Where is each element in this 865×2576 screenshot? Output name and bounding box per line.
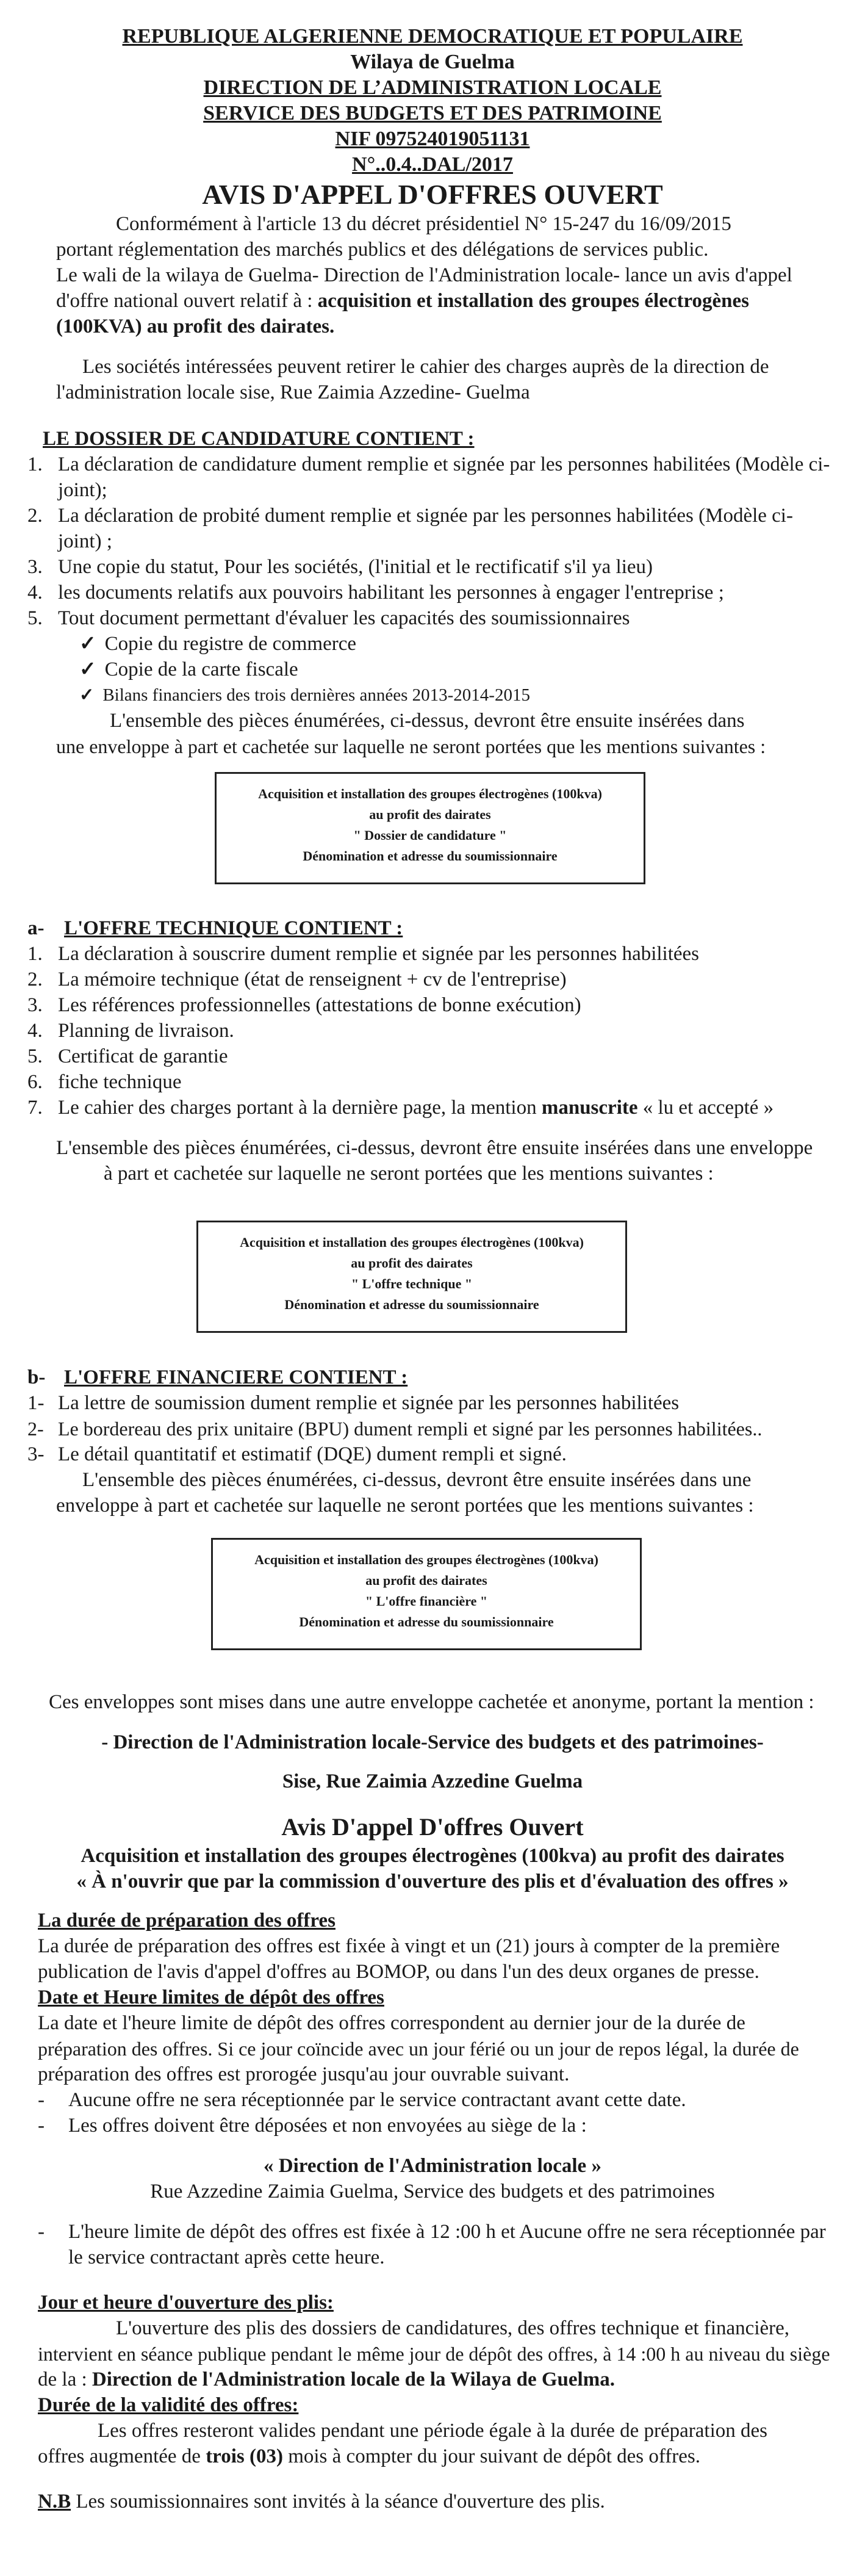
technique-envelope-box: Acquisition et installation des groupes électrogènes (100kva) au profit des dairates " L'offre technique " Dénomination et adresse du soumissionnaire xyxy=(196,1221,627,1333)
technique-para-1: L'ensemble des pièces énumérées, ci-dessus, devront être ensuite insérées dans une enveloppe xyxy=(56,1137,813,1159)
financiere-para-2: enveloppe à part et cachetée sur laquelle ne seront portées que les mentions suivantes : xyxy=(56,1495,754,1517)
notice-title: AVIS D'APPEL D'OFFRES OUVERT xyxy=(202,179,663,210)
validite-title: Durée de la validité des offres: xyxy=(38,2394,299,2416)
wilaya-title: Wilaya de Guelma xyxy=(350,51,515,73)
intro-line-5: (100KVA) au profit des dairates. xyxy=(56,316,335,337)
technique-title: a- L'OFFRE TECHNIQUE CONTIENT : xyxy=(27,917,403,939)
service-title: SERVICE DES BUDGETS ET DES PATRIMOINE xyxy=(203,102,662,124)
intro-line-6: Les sociétés intéressées peuvent retirer le cahier des charges auprès de la direction de xyxy=(82,356,769,378)
dossier-item-1: 1. La déclaration de candidature dument remplie et signée par les personnes habilitées (Modèle ci- xyxy=(27,453,830,475)
dossier-item-4: 4. les documents relatifs aux pouvoirs habilitant les personnes à engager l'entreprise ; xyxy=(27,582,724,604)
dossier-item-1b: joint); xyxy=(58,479,107,501)
date-dash-2: - Les offres doivent être déposées et non envoyées au siège de la : xyxy=(38,2115,587,2137)
dossier-check-3: ✓ Bilans financiers des trois dernières années 2013-2014-2015 xyxy=(79,682,530,708)
financiere-item-1: 1- La lettre de soumission dument remplie et signée par les personnes habilitées xyxy=(27,1392,680,1414)
technique-item-6: 6. fiche technique xyxy=(27,1071,182,1093)
date-line-2: préparation des offres. Si ce jour coïncide avec un jour férié ou un jour de repos légal, la durée de xyxy=(38,2038,799,2060)
technique-item-3: 3. Les références professionnelles (attestations de bonne exécution) xyxy=(27,994,581,1016)
nif-number: NIF 097524019051131 xyxy=(335,128,530,150)
dossier-envelope-box: Acquisition et installation des groupes électrogènes (100kva) au profit des dairates " Dossier de candidature " Dénomination et adresse du soumissionnaire xyxy=(215,772,645,884)
financiere-title: b- L'OFFRE FINANCIERE CONTIENT : xyxy=(27,1366,408,1388)
republic-title: REPUBLIQUE ALGERIENNE DEMOCRATIQUE ET POPULAIRE xyxy=(122,25,743,48)
date-title: Date et Heure limites de dépôt des offres xyxy=(38,1986,384,2008)
dossier-check-1: ✓ Copie du registre de commerce xyxy=(79,631,356,657)
dossier-item-2b: joint) ; xyxy=(58,530,112,552)
intro-line-4a: d'offre national ouvert relatif à : xyxy=(56,290,313,312)
financiere-item-3: 3- Le détail quantitatif et estimatif (DQE) dument rempli et signé. xyxy=(27,1443,567,1465)
intro-line-1: Conformément à l'article 13 du décret présidentiel N° 15-247 du 16/09/2015 xyxy=(116,213,731,235)
validite-line-1: Les offres resteront valides pendant une période égale à la durée de préparation des xyxy=(98,2420,767,2442)
financiere-para-1: L'ensemble des pièces énumérées, ci-dessus, devront être ensuite insérées dans une xyxy=(82,1469,752,1491)
date-address: Rue Azzedine Zaimia Guelma, Service des budgets et des patrimoines xyxy=(150,2181,715,2203)
duree-title: La durée de préparation des offres xyxy=(38,1910,336,1932)
intro-line-7: l'administration locale sise, Rue Zaimia Azzedine- Guelma xyxy=(56,381,530,403)
date-line-1: La date et l'heure limite de dépôt des offres correspondent au dernier jour de la durée de xyxy=(38,2012,745,2034)
intro-line-2: portant réglementation des marchés publics et des délégations de services public. xyxy=(56,239,709,261)
validite-line-2: offres augmentée de trois (03) mois à compter du jour suivant de dépôt des offres. xyxy=(38,2445,700,2467)
duree-line-2: publication de l'avis d'appel d'offres au BOMOP, ou dans l'un des deux organes de presse. xyxy=(38,1961,759,1983)
direction-title: DIRECTION DE L’ADMINISTRATION LOCALE xyxy=(203,76,662,99)
enveloppe-line-2: - Direction de l'Administration locale-Service des budgets et des patrimoines- xyxy=(101,1731,764,1753)
financiere-item-2: 2- Le bordereau des prix unitaire (BPU) dument rempli et signé par les personnes habilitées.. xyxy=(27,1418,763,1440)
date-dash-1: - Aucune offre ne sera réceptionnée par le service contractant avant cette date. xyxy=(38,2089,686,2111)
dossier-title: LE DOSSIER DE CANDIDATURE CONTIENT : xyxy=(43,428,475,450)
nb-note: N.B Les soumissionnaires sont invités à la séance d'ouverture des plis. xyxy=(38,2491,605,2513)
date-heure-2: le service contractant après cette heure. xyxy=(68,2246,385,2268)
technique-item-2: 2. La mémoire technique (état de renseignent + cv de l'entreprise) xyxy=(27,969,567,990)
dossier-item-3: 3. Une copie du statut, Pour les sociétés, (l'initial et le rectificatif s'il ya lieu) xyxy=(27,556,653,578)
date-heure-1: - L'heure limite de dépôt des offres est fixée à 12 :00 h et Aucune offre ne sera réceptionnée par xyxy=(38,2221,826,2243)
date-line-3: préparation des offres est prorogée jusqu'au jour ouvrable suivant. xyxy=(38,2063,570,2085)
enveloppe-line-3: Sise, Rue Zaimia Azzedine Guelma xyxy=(282,1770,583,1792)
ouverture-title: Jour et heure d'ouverture des plis: xyxy=(38,2292,334,2314)
ouverture-line-1: L'ouverture des plis des dossiers de candidatures, des offres technique et financière, xyxy=(116,2317,790,2339)
dossier-item-5: 5. Tout document permettant d'évaluer les capacités des soumissionnaires xyxy=(27,607,630,629)
dossier-item-2: 2. La déclaration de probité dument remplie et signée par les personnes habilitées (Modèle ci- xyxy=(27,505,793,527)
enveloppe-line-1: Ces enveloppes sont mises dans une autre enveloppe cachetée et anonyme, portant la mention : xyxy=(49,1691,814,1713)
reference-number: N°..0.4..DAL/2017 xyxy=(352,153,513,176)
dossier-check-2: ✓ Copie de la carte fiscale xyxy=(79,657,298,682)
technique-para-2: à part et cachetée sur laquelle ne seront portées que les mentions suivantes : xyxy=(104,1163,714,1185)
intro-line-4b: acquisition et installation des groupes électrogènes xyxy=(317,290,750,312)
avis2-subtitle: Acquisition et installation des groupes électrogènes (100kva) au profit des dairates xyxy=(81,1845,784,1867)
technique-item-1: 1. La déclaration à souscrire dument remplie et signée par les personnes habilitées xyxy=(27,943,700,965)
ouverture-line-3: de la : Direction de l'Administration locale de la Wilaya de Guelma. xyxy=(38,2369,615,2390)
ouverture-line-2: intervient en séance publique pendant le même jour de dépôt des offres, à 14 :00 h au niveau du siège xyxy=(38,2343,830,2365)
financiere-envelope-box: Acquisition et installation des groupes électrogènes (100kva) au profit des dairates " L'offre financière " Dénomination et adresse du soumissionnaire xyxy=(211,1538,642,1650)
dossier-para-1: L'ensemble des pièces énumérées, ci-dessus, devront être ensuite insérées dans xyxy=(110,710,745,732)
technique-item-4: 4. Planning de livraison. xyxy=(27,1020,234,1042)
date-direction: « Direction de l'Administration locale » xyxy=(264,2155,601,2177)
intro-line-3: Le wali de la wilaya de Guelma- Direction de l'Administration locale- lance un avis d'appel xyxy=(56,264,792,286)
duree-line-1: La durée de préparation des offres est fixée à vingt et un (21) jours à compter de la première xyxy=(38,1935,780,1957)
technique-item-7: 7. Le cahier des charges portant à la dernière page, la mention manuscrite « lu et accepté » xyxy=(27,1097,774,1119)
technique-item-5: 5. Certificat de garantie xyxy=(27,1045,228,1067)
avis2-note: « À n'ouvrir que par la commission d'ouverture des plis et d'évaluation des offres » xyxy=(76,1871,789,1892)
dossier-para-2: une enveloppe à part et cachetée sur laquelle ne seront portées que les mentions suivantes : xyxy=(56,735,766,757)
avis2-title: Avis D'appel D'offres Ouvert xyxy=(281,1813,584,1841)
